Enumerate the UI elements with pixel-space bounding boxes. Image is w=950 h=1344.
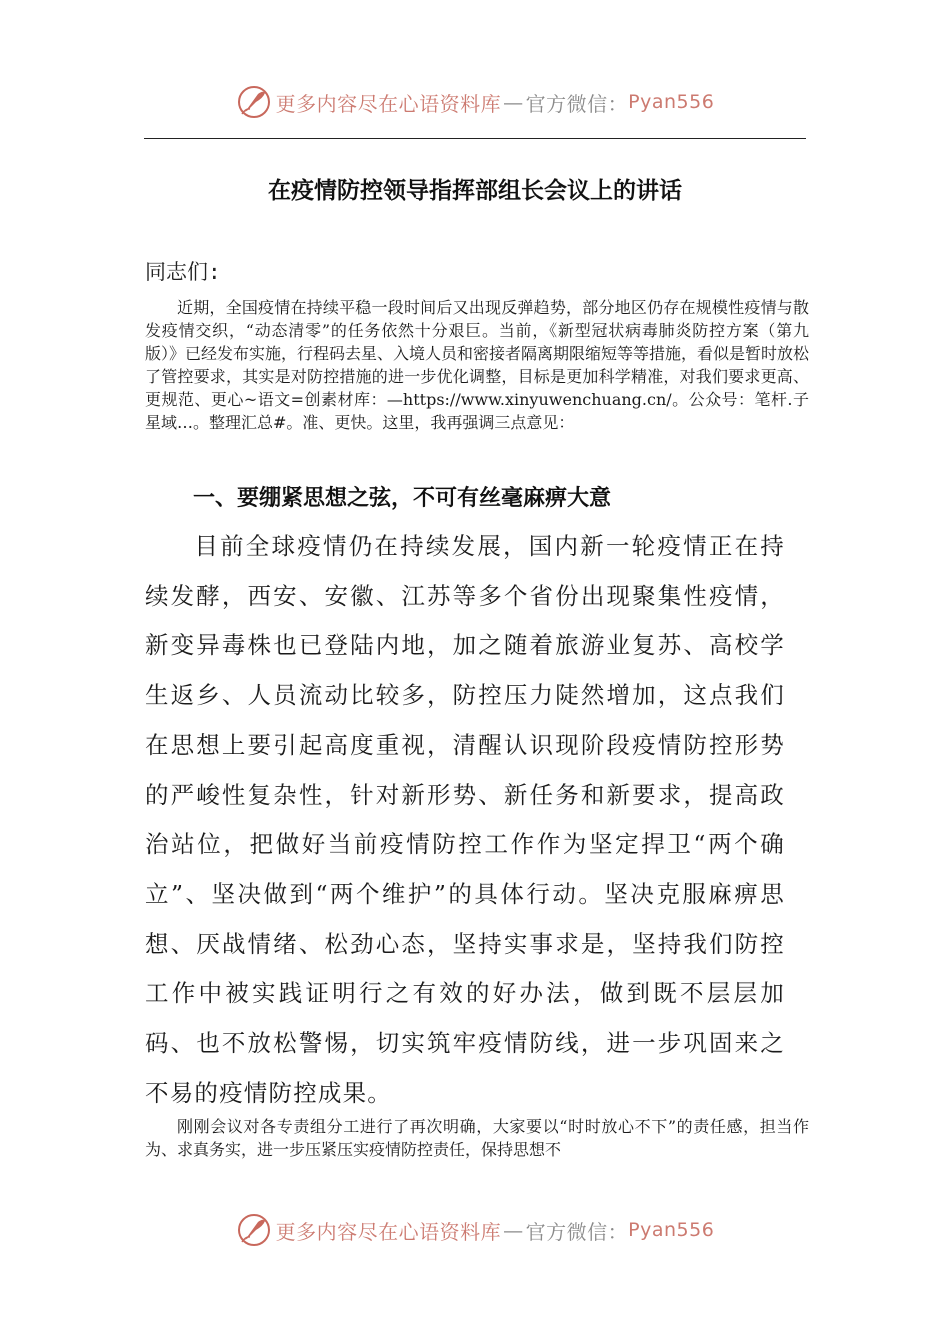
banner-main-text: 更多内容尽在心语资料库 bbox=[275, 1219, 502, 1244]
banner-dash: — bbox=[503, 1218, 524, 1242]
section-heading-1: 一、要绷紧思想之弦，不可有丝毫麻痹大意 bbox=[193, 486, 612, 511]
banner-wechat-id: Pyan556 bbox=[628, 91, 715, 113]
section-1-paragraph: 目前全球疫情仍在持续发展，国内新一轮疫情正在持续发酵，西安、安徽、江苏等多个省份出现聚集性疫情，新变异毒株也已登陆内地，加之随着旅游业复苏、高校学生返乡、人员流动比较多，防控压力陡然增加，这点我们在思想上要引起高度重视，清醒认识现阶段疫情防控形势的严峻性复杂性，针对新形势、新任务和新要求，提高政治站位，把做好当前疫情防控工作作为坚定捍卫“两个确立”、坚决做到“两个维护”的具体行动。坚决克服麻痹思想、厌战情绪、松劲心态，坚持实事求是，坚持我们防控工作中被实践证明行之有效的好办法，做到既不层层加码、也不放松警惕，切实筑牢疫情防线，进一步巩固来之不易的疫情防控成果。 bbox=[145, 532, 785, 1107]
greeting: 同志们: bbox=[145, 260, 221, 284]
intro-paragraph: 近期，全国疫情在持续平稳一段时间后又出现反弹趋势，部分地区仍存在规模性疫情与散发疫情交织，“动态清零”的任务依然十分艰巨。当前，《新型冠状病毒肺炎防控方案（第九版）》已经发布实施，行程码去星、入境人员和密接者隔离期限缩短等等措施，看似是暂时放松了管控要求，其实是对防控措施的进一步优化调整，目标是更加科学精准，对我们要求更高、更规范、更心~语文=创素材库：—https://www.xinyuwenchuang.cn/。公众号：笔杆.子星域…。整理汇总#。准、更快。这里，我再强调三点意见： bbox=[145, 298, 810, 432]
page-title: 在疫情防控领导指挥部组长会议上的讲话 bbox=[268, 177, 682, 204]
banner-label: 官方微信： bbox=[525, 91, 629, 116]
header-watermark-banner bbox=[0, 78, 950, 126]
quill-logo-icon bbox=[236, 1212, 272, 1248]
banner-wechat-id: Pyan556 bbox=[628, 1219, 715, 1241]
banner-label: 官方微信： bbox=[525, 1219, 629, 1244]
header-divider bbox=[144, 138, 806, 139]
banner-dash: — bbox=[503, 90, 524, 114]
footer-watermark-banner bbox=[0, 1206, 950, 1254]
closing-paragraph: 刚刚会议对各专责组分工进行了再次明确，大家要以“时时放心不下”的责任感，担当作为、求真务实，进一步压紧压实疫情防控责任，保持思想不 bbox=[145, 1117, 809, 1159]
banner-main-text: 更多内容尽在心语资料库 bbox=[275, 91, 502, 116]
quill-logo-icon bbox=[236, 84, 272, 120]
